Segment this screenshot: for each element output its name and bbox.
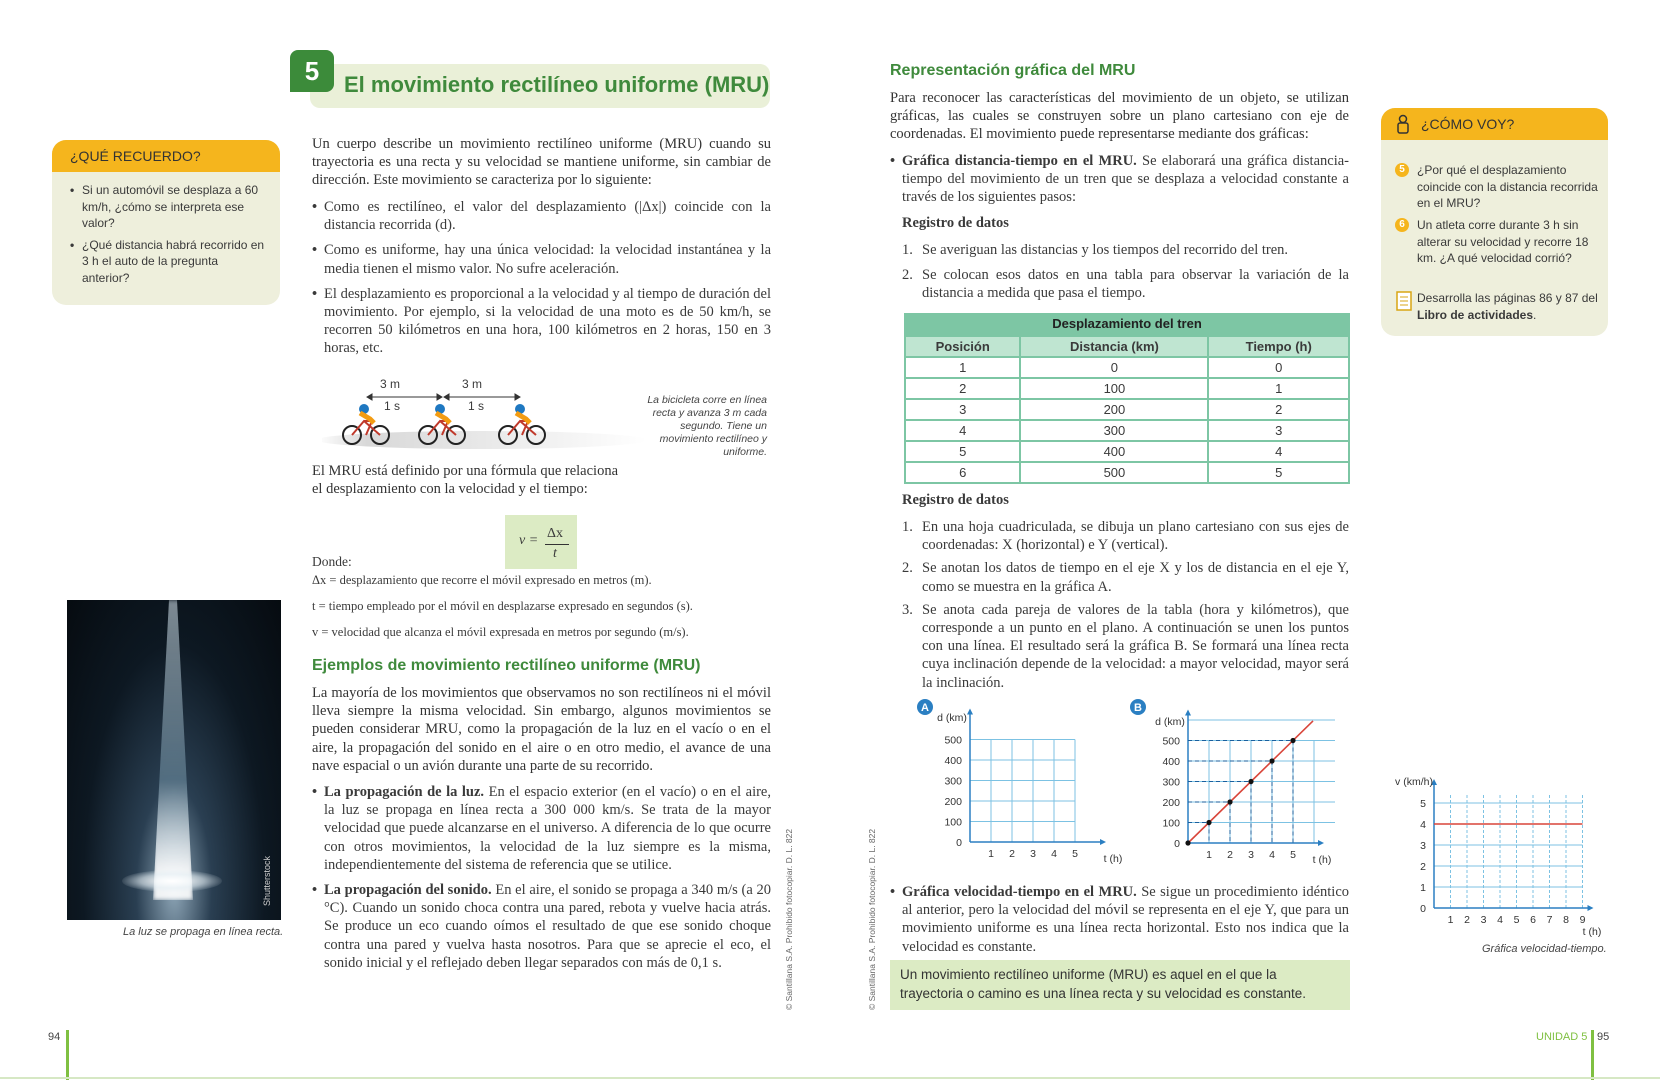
question-6: 6 Un atleta corre durante 3 h sin alterar su velocidad y recorre 18 km. ¿A qué velocidad corrió? — [1395, 217, 1600, 267]
y-axis-label: v (km/h) — [1395, 776, 1433, 788]
y-tick-label: 400 — [1162, 756, 1180, 768]
velocity-time-text: Se sigue un procedimiento idéntico al anterior, pero la velocidad del móvil se representa en el eje Y, que para un movimiento uniforme es una línea recta horizontal. Esto nos indica que la velocidad es constante. — [902, 884, 1349, 955]
summary-box — [890, 960, 1350, 1010]
y-tick-label: 4 — [1420, 819, 1426, 831]
y-tick-label: 2 — [1420, 861, 1426, 873]
table-row — [906, 463, 1348, 482]
x-axis-label: t (h) — [1103, 853, 1123, 865]
x-tick-label: 1 — [1206, 849, 1212, 861]
question-5: 5 ¿Por qué el desplazamiento coincide con la distancia recorrida en el MRU? — [1395, 162, 1600, 212]
table-row — [906, 358, 1348, 377]
copyright-right: © Santillana S.A. Prohibido fotocopiar. D. L. 822 — [867, 828, 877, 1010]
list-item: 3. Se anota cada pareja de valores de la tabla (hora y kilómetros), que corresponde a un punto en el plano. A continuación se unen los puntos con una línea. El resultado será la gráfica B. Se formará una línea recta cuya inclinación depende de la velocidad: a mayor velocidad, mayor será la inclinación. — [902, 601, 1349, 691]
table-body — [906, 358, 1348, 482]
train-table — [904, 335, 1350, 484]
graph-section-title: Representación gráfica del MRU — [890, 62, 1136, 79]
table-cell: 2 — [1209, 400, 1348, 419]
y-tick-label: 100 — [1162, 817, 1180, 830]
velocity-time-caption: Gráfica velocidad-tiempo. — [1482, 943, 1607, 955]
x-tick-label: 6 — [1530, 914, 1536, 926]
x-tick-label: 4 — [1497, 914, 1503, 926]
light-spot — [122, 870, 222, 892]
x-tick-label: 1 — [1447, 914, 1454, 926]
table-cell: 2 — [906, 379, 1019, 398]
copyright-left: © Santillana S.A. Prohibido fotocopiar. D. L. 822 — [784, 828, 794, 1010]
registro-datos-title-1: Registro de datos — [902, 215, 1009, 231]
distance-label-2: 3 m — [462, 377, 483, 391]
data-point — [1248, 779, 1253, 784]
list-item: • Como es rectilíneo, el valor del desplazamiento (|Δx|) coincide con la distancia recorrida (d). — [312, 198, 771, 234]
y-tick-label: 0 — [1174, 838, 1180, 850]
graph-a-badge-label: A — [921, 702, 929, 714]
y-tick-label: 5 — [1420, 798, 1426, 810]
definition-v: v = velocidad que alcanza el móvil expresada en metros por segundo (m/s). — [312, 625, 689, 639]
list-item: • Si un automóvil se desplaza a 60 km/h, ¿cómo se interpreta ese valor? — [70, 182, 268, 232]
y-tick-label: 500 — [944, 734, 962, 747]
list-item: • Como es uniforme, hay una única velocidad: la velocidad instantánea y la media tienen el mismo valor. No sufre aceleración. — [312, 241, 771, 277]
y-tick-label: 300 — [1162, 776, 1180, 789]
que-recuerdo-list — [52, 172, 280, 286]
formula-denominator: t — [553, 546, 557, 561]
data-point — [1206, 820, 1211, 825]
list-item: 1. En una hoja cuadriculada, se dibuja un plano cartesiano con sus ejes de coordenadas: X (horizontal) e Y (vertical). — [902, 519, 1349, 554]
list-item: • ¿Qué distancia habrá recorrido en 3 h el auto de la pregunta anterior? — [70, 237, 268, 287]
x-tick-label: 3 — [1030, 848, 1036, 860]
data-point — [1290, 738, 1295, 743]
mru-characteristics-list — [312, 198, 771, 365]
y-tick-label: 200 — [1162, 797, 1180, 809]
y-axis-label: d (km) — [937, 712, 967, 724]
y-tick-label: 0 — [1420, 903, 1426, 915]
example-light-text: En el espacio exterior (en el vacío) o en el aire, la luz se propaga en línea recta a 300 000 km/s. Se trata de la mayor velocidad que puede alcanzarse en el universo. A diferencia de lo que ocurre con otros movimientos, la velocidad de la luz siempre es la misma, independientemente del sistema de referencia que se utilice. — [324, 784, 771, 873]
y-tick-label: 100 — [944, 816, 962, 829]
velocity-time-title: Gráfica velocidad-tiempo en el MRU. — [902, 884, 1137, 900]
table-header: Posición — [906, 337, 1019, 356]
table-cell: 6 — [906, 463, 1019, 482]
activity-note: Desarrolla las páginas 86 y 87 del Libro de actividades. — [1395, 290, 1600, 323]
summary-text: Un movimiento rectilíneo uniforme (MRU) es aquel en el que la trayectoria o camino es una línea recta y su velocidad es constante. — [900, 967, 1306, 1001]
section-number-badge: 5 — [290, 50, 334, 92]
table-cell: 0 — [1021, 358, 1207, 377]
distance-time-text: Se elaborará una gráfica distancia-tiempo del movimiento de un tren que se desplaza a velocidad constante a través de los siguientes pasos: — [902, 153, 1349, 206]
page-number-left: 94 — [48, 1031, 61, 1043]
intro-paragraph: Un cuerpo describe un movimiento rectilíneo uniforme (MRU) cuando su trayectoria es una recta y su velocidad se mantiene uniforme, sin cambiar de dirección. Este movimiento se caracteriza por lo siguiente: — [312, 136, 771, 189]
light-beam — [153, 600, 193, 900]
graph-a — [915, 697, 1125, 872]
x-tick-label: 4 — [1269, 849, 1275, 861]
y-axis-arrow — [967, 709, 973, 715]
data-point — [1227, 799, 1232, 804]
page-title: El movimiento rectilíneo uniforme (MRU) — [344, 72, 770, 97]
list-item: • El desplazamiento es proporcional a la velocidad y al tiempo de duración del movimiento. Por ejemplo, si la velocidad de una moto es de 50 km/h, se recorren 50 kilómetros en una hora, 100 kilómetros en 2 horas, 150 en 3 horas, etc. — [312, 285, 771, 358]
table-cell: 300 — [1021, 421, 1207, 440]
examples-list — [312, 783, 771, 979]
light-beam-photo — [67, 600, 281, 920]
table-cell: 200 — [1021, 400, 1207, 419]
bicycle-figure — [322, 375, 772, 460]
table-row — [906, 379, 1348, 398]
x-tick-label: 2 — [1464, 914, 1470, 926]
table-row — [906, 421, 1348, 440]
x-tick-label: 3 — [1248, 849, 1254, 861]
example-sound — [312, 881, 771, 972]
x-axis-label: t (h) — [1582, 926, 1602, 938]
distance-time-title: Gráfica distancia-tiempo en el MRU. — [902, 153, 1137, 169]
footer-rule-right — [1591, 1030, 1594, 1080]
list-item: 2. Se anotan los datos de tiempo en el eje X y los de distancia en el eje Y, como se muestra en la gráfica A. — [902, 560, 1349, 595]
table-row — [906, 442, 1348, 461]
table-cell: 100 — [1021, 379, 1207, 398]
table-header: Distancia (km) — [1021, 337, 1207, 356]
footer-baseline — [0, 1077, 1660, 1079]
table-cell: 3 — [906, 400, 1019, 419]
data-point — [1185, 840, 1190, 845]
y-tick-label: 3 — [1420, 840, 1426, 852]
table-cell: 1 — [1209, 379, 1348, 398]
x-tick-label: 8 — [1563, 914, 1569, 926]
como-voy-header: ¿CÓMO VOY? — [1381, 108, 1608, 140]
definition-dx: Δx = desplazamiento que recorre el móvil expresado en metros (m). — [312, 573, 652, 587]
table-cell: 5 — [906, 442, 1019, 461]
table-cell: 500 — [1021, 463, 1207, 482]
registro-steps-1 — [902, 241, 1349, 308]
table-cell: 1 — [906, 358, 1019, 377]
y-tick-label: 400 — [944, 755, 962, 767]
footer-rule-left — [66, 1030, 69, 1080]
y-axis-label: d (km) — [1155, 716, 1185, 728]
distance-time-bullet — [890, 152, 1349, 207]
photo-credit: Shutterstock — [262, 855, 272, 906]
que-recuerdo-box — [52, 140, 280, 305]
velocity-time-bullet — [890, 883, 1349, 956]
table-cell: 3 — [1209, 421, 1348, 440]
table-cell: 400 — [1021, 442, 1207, 461]
table-header: Tiempo (h) — [1209, 337, 1348, 356]
examples-intro: La mayoría de los movimientos que observamos no son rectilíneos ni el móvil lleva siempre la misma velocidad. Sin embargo, algunos movimientos se pueden considerar MRU, como la propagación de la luz en el vacío o en el aire, la propagación del sonido en el aire o en otro medio, el avance de una nave espacial o un avión durante una parte de su recorrido. — [312, 685, 771, 774]
x-axis-arrow — [1318, 840, 1324, 846]
graph-section-intro: Para reconocer las características del movimiento de un objeto, se utilizan gráficas, las cuales se construyen sobre un plano cartesiano con eje de coordenadas. El movimiento puede representarse mediante dos gráficas: — [890, 90, 1349, 143]
x-tick-label: 5 — [1513, 914, 1520, 926]
unit-label: UNIDAD 5 — [1536, 1031, 1588, 1043]
x-tick-label: 1 — [988, 848, 994, 860]
x-tick-label: 7 — [1546, 914, 1553, 926]
examples-title: Ejemplos de movimiento rectilíneo uniforme (MRU) — [312, 657, 701, 674]
example-sound-title: La propagación del sonido. — [324, 882, 492, 899]
como-voy-box — [1381, 108, 1608, 336]
formula-intro: El MRU está definido por una fórmula que relaciona el desplazamiento con la velocidad y el tiempo: — [312, 463, 619, 498]
x-tick-label: 5 — [1072, 848, 1078, 860]
table-row — [906, 400, 1348, 419]
y-tick-label: 500 — [1162, 735, 1180, 748]
velocity-time-graph — [1392, 773, 1612, 938]
x-tick-label: 4 — [1051, 848, 1057, 860]
x-tick-label: 2 — [1227, 849, 1233, 861]
x-tick-label: 9 — [1579, 914, 1586, 926]
page-number-right: 95 — [1597, 1031, 1610, 1043]
bicycle-caption: La bicicleta corre en línea recta y avanza 3 m cada segundo. Tiene un movimiento rectilíneo y uniforme. — [647, 394, 767, 458]
time-label-2: 1 s — [468, 399, 485, 413]
graph-b-badge-label: B — [1134, 702, 1142, 714]
section-heading — [290, 50, 770, 110]
y-tick-label: 200 — [944, 796, 962, 808]
notebook-icon — [1395, 290, 1415, 317]
y-tick-label: 1 — [1420, 882, 1426, 894]
example-light-title: La propagación de la luz. — [324, 784, 485, 800]
table-title: Desplazamiento del tren — [904, 313, 1350, 335]
graph-bullet-1 — [890, 152, 1349, 214]
registro-datos-title-2: Registro de datos — [902, 492, 1009, 508]
registro-steps-2 — [902, 518, 1349, 697]
example-sound-text: En el aire, el sonido se propaga a 340 m/s (a 20 °C). Cuando un sonido choca contra una pared, rebota y vuelve hacia atrás. Se produce un eco cuando oímos el resultado de que ese sonido choque contra una pared y vuelva hasta nosotros. Para que se aprecie el eco, el sonido inicial y el reflejado deben llegar separados con más de 0,1 s. — [324, 882, 771, 971]
table-cell: 0 — [1209, 358, 1348, 377]
list-item: 1. Se averiguan las distancias y los tiempos del recorrido del tren. — [902, 242, 1289, 258]
train-table-wrap — [904, 313, 1350, 484]
distance-label-1: 3 m — [380, 377, 401, 391]
x-tick-label: 2 — [1009, 848, 1015, 860]
formula-box — [505, 515, 577, 569]
x-tick-label: 3 — [1480, 914, 1487, 926]
table-cell: 5 — [1209, 463, 1348, 482]
formula-lhs: v = — [519, 533, 539, 548]
example-light — [312, 783, 771, 874]
question-5-badge: 5 — [1395, 163, 1409, 177]
data-point — [1269, 758, 1274, 763]
x-axis-arrow — [1588, 905, 1594, 911]
time-label-1: 1 s — [384, 399, 401, 413]
person-icon — [1395, 114, 1411, 134]
x-axis-arrow — [1100, 839, 1106, 845]
y-tick-label: 0 — [956, 837, 962, 849]
formula-fraction-bar — [545, 544, 569, 545]
x-tick-label: 5 — [1290, 849, 1296, 861]
y-tick-label: 300 — [944, 775, 962, 788]
graph-b — [1128, 697, 1353, 872]
question-6-badge: 6 — [1395, 218, 1409, 232]
bicycle-illustration — [322, 375, 652, 460]
que-recuerdo-header: ¿QUÉ RECUERDO? — [52, 140, 280, 172]
donde-label: Donde: — [312, 554, 352, 569]
y-axis-arrow — [1185, 710, 1191, 716]
photo-caption: La luz se propaga en línea recta. — [123, 926, 284, 938]
graph-bullet-2 — [890, 883, 1349, 963]
table-cell: 4 — [906, 421, 1019, 440]
table-cell: 4 — [1209, 442, 1348, 461]
definition-t: t = tiempo empleado por el móvil en desplazarse expresado en segundos (s). — [312, 599, 693, 613]
list-item: 2. Se colocan esos datos en una tabla para observar la variación de la distancia a medida que pasa el tiempo. — [902, 267, 1349, 302]
x-axis-label: t (h) — [1312, 854, 1332, 866]
formula-numerator: Δx — [547, 526, 564, 541]
